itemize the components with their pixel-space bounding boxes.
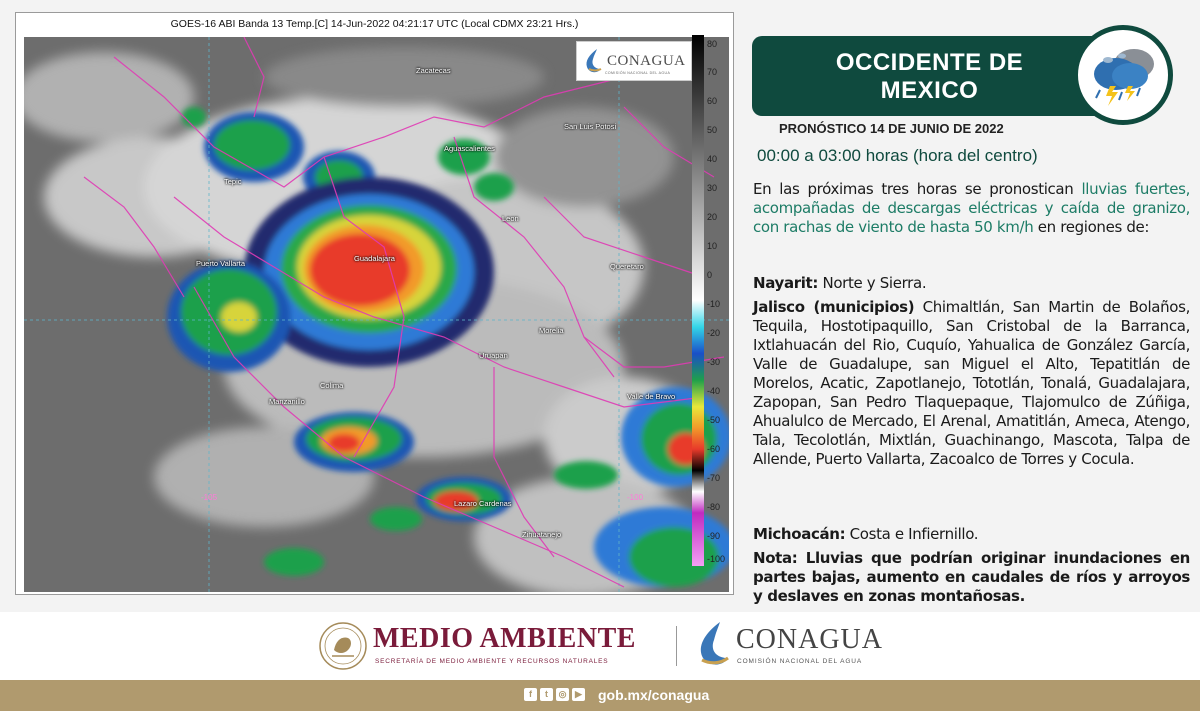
city-label: Aguascalientes bbox=[444, 144, 495, 153]
scale-tick-label: -30 bbox=[707, 357, 721, 367]
scale-tick-label: -50 bbox=[707, 415, 721, 425]
jalisco-region bbox=[753, 298, 1190, 469]
longitude-label: -100 bbox=[627, 493, 644, 502]
city-label: Queretaro bbox=[610, 262, 644, 271]
city-label: Zacatecas bbox=[416, 66, 451, 75]
facebook-icon[interactable]: f bbox=[524, 688, 537, 701]
scale-tick-label: 10 bbox=[707, 241, 718, 251]
region-title-banner bbox=[752, 36, 1107, 116]
city-label: Colima bbox=[320, 381, 344, 390]
intro-text-end: en regiones de: bbox=[1033, 218, 1150, 236]
scale-tick-label: 80 bbox=[707, 39, 718, 49]
scale-tick-label: 0 bbox=[707, 270, 713, 280]
conagua-drop-icon bbox=[694, 620, 732, 670]
city-label: Tepic bbox=[224, 177, 242, 186]
temperature-scale-bar bbox=[692, 35, 704, 566]
forecast-date: PRONÓSTICO 14 DE JUNIO DE 2022 bbox=[779, 121, 1004, 136]
scale-tick-label: -100 bbox=[707, 554, 726, 564]
scale-tick-label: -20 bbox=[707, 328, 721, 338]
scale-tick-label: -40 bbox=[707, 386, 721, 396]
scale-tick-label: -70 bbox=[707, 473, 721, 483]
nayarit-text: Norte y Sierra. bbox=[818, 274, 927, 292]
bottom-bar bbox=[0, 680, 1200, 711]
intro-highlight: lluvias fuertes, acompañadas de descargas eléctricas y caída de granizo, con rachas de viento de hasta 50 km/h bbox=[753, 180, 1190, 236]
scale-tick-label: -90 bbox=[707, 531, 721, 541]
region-title-line2: MEXICO bbox=[880, 77, 979, 104]
city-label: San Luis Potosi bbox=[564, 122, 617, 131]
scale-tick-label: 40 bbox=[707, 154, 718, 164]
nayarit-region bbox=[753, 274, 1190, 293]
storm-cloud-lightning-icon bbox=[1073, 25, 1173, 125]
forecast-note: Nota: Lluvias que podrían originar inundaciones en partes bajas, aumento en caudales de ríos y arroyos y deslaves en zonas montañosas. bbox=[753, 549, 1190, 605]
temperature-scale bbox=[692, 35, 726, 566]
forecast-intro bbox=[753, 180, 1190, 237]
satellite-image bbox=[24, 37, 729, 592]
instagram-icon[interactable]: ◎ bbox=[556, 688, 569, 701]
longitude-label: -105 bbox=[201, 493, 218, 502]
region-title-line1: OCCIDENTE DE bbox=[835, 49, 1024, 76]
city-label: Valle de Bravo bbox=[627, 392, 676, 401]
social-icons bbox=[524, 688, 585, 701]
jalisco-text: Chimaltlán, San Martin de Bolaños, Tequila, Hostotipaquillo, San Cristobal de la Barranca, Ixtlahuacán del Rio, Cuquío, Yahualica de González García, Valle de Guadalupe, san Miguel el Alto, Tepatitlán de Morelos, Acatic, Zapotlanejo, Tototlán, Tonalá, Guadalajara, Zapopan, San Pedro Tlaquepaque, Tlajomulco de Zúñiga, Ahualulco de Mercado, El Arenal, Amatitlán, Ameca, Atengo, Tala, Tecolotlán, Mixtlán, Guachinango, Mascota, Talpa de Allende, Puerto Vallarta, Zacoalco de Torres y Cocula. bbox=[753, 298, 1190, 468]
nayarit-label: Nayarit: bbox=[753, 274, 819, 292]
website-link[interactable]: gob.mx/conagua bbox=[598, 687, 710, 703]
medio-ambiente-title: MEDIO AMBIENTE bbox=[373, 623, 636, 654]
city-label: Lazaro Cardenas bbox=[454, 499, 512, 508]
scale-tick-label: -60 bbox=[707, 444, 721, 454]
city-label: Leon bbox=[502, 214, 519, 223]
conagua-logo-text: CONAGUA bbox=[607, 52, 686, 69]
satellite-header: GOES-16 ABI Banda 13 Temp.[C] 14-Jun-2022 04:21:17 UTC (Local CDMX 23:21 Hrs.) bbox=[170, 18, 579, 30]
weather-icon-graphic bbox=[1078, 30, 1168, 120]
medio-ambiente-subtitle: SECRETARÍA DE MEDIO AMBIENTE Y RECURSOS NATURALES bbox=[375, 658, 609, 665]
conagua-logo bbox=[576, 41, 692, 81]
city-label: Zihuatanejo bbox=[522, 530, 562, 539]
satellite-panel bbox=[15, 12, 734, 595]
region-title bbox=[752, 49, 1107, 105]
city-label: Guadalajara bbox=[354, 254, 395, 263]
michoacan-region bbox=[753, 525, 1190, 544]
twitter-icon[interactable]: t bbox=[540, 688, 553, 701]
scale-tick-label: 70 bbox=[707, 67, 718, 77]
scale-tick-label: -80 bbox=[707, 502, 721, 512]
mexico-coat-of-arms-icon bbox=[318, 620, 368, 672]
michoacan-label: Michoacán: bbox=[753, 525, 846, 543]
water-drop-icon bbox=[583, 47, 603, 75]
youtube-icon[interactable]: ▶ bbox=[572, 688, 585, 701]
scale-tick-label: 20 bbox=[707, 212, 718, 222]
scale-tick-label: 60 bbox=[707, 96, 718, 106]
intro-text: En las próximas tres horas se pronostican bbox=[753, 180, 1082, 198]
conagua-logo-subtitle: COMISIÓN NACIONAL DEL AGUA bbox=[605, 71, 671, 75]
scale-tick-label: 50 bbox=[707, 125, 718, 135]
footer-separator bbox=[676, 626, 677, 666]
scale-tick-label: 30 bbox=[707, 183, 718, 193]
satellite-imagery bbox=[24, 37, 729, 592]
conagua-title: CONAGUA bbox=[736, 624, 883, 655]
city-label: Uruapan bbox=[479, 351, 508, 360]
michoacan-text: Costa e Infiernillo. bbox=[845, 525, 979, 543]
city-label: Morelia bbox=[539, 326, 564, 335]
footer-logos bbox=[0, 612, 1200, 680]
city-label: Manzanillo bbox=[269, 397, 305, 406]
conagua-subtitle: COMISIÓN NACIONAL DEL AGUA bbox=[737, 658, 863, 665]
scale-tick-label: -10 bbox=[707, 299, 721, 309]
jalisco-label: Jalisco (municipios) bbox=[753, 298, 915, 316]
city-label: Puerto Vallarta bbox=[196, 259, 246, 268]
forecast-hours: 00:00 a 03:00 horas (hora del centro) bbox=[757, 146, 1038, 165]
